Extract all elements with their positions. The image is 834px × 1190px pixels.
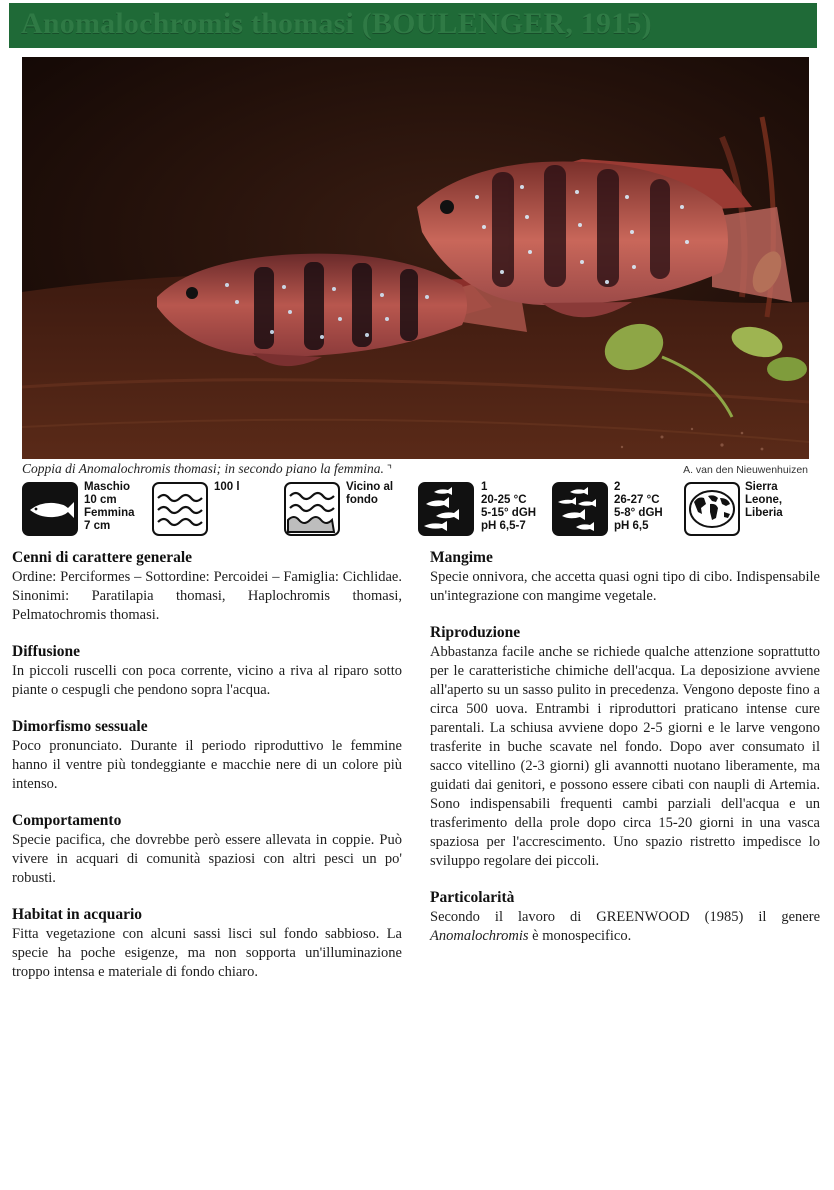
info-icon-strip <box>0 480 834 538</box>
water1-ph: pH 6,5-7 <box>481 520 526 532</box>
origin-line2: Leone, <box>745 494 783 506</box>
aquarium-volume-icon <box>152 482 208 536</box>
section-heading: Dimorfismo sessuale <box>12 718 148 735</box>
origin-line3: Liberia <box>745 507 783 519</box>
section-particularities <box>430 889 820 946</box>
left-column <box>12 549 402 996</box>
section-heading: Cenni di carattere generale <box>12 549 193 566</box>
water1-temperature: 20-25 °C <box>481 494 527 506</box>
section-heading: Mangime <box>430 549 493 566</box>
section-distribution <box>12 643 402 700</box>
section-heading: Habitat in acquario <box>12 906 143 923</box>
fish-photo-illustration <box>22 57 809 459</box>
size-info <box>84 481 135 533</box>
position-line1: Vicino al <box>346 481 394 493</box>
origin-info <box>745 481 783 520</box>
section-heading: Riproduzione <box>430 624 521 641</box>
section-general <box>12 549 402 625</box>
section-reproduction <box>430 624 820 871</box>
water2-index: 2 <box>614 481 621 493</box>
body-text: è monospecifico. <box>528 928 632 944</box>
water-conditions-1-icon <box>418 482 474 536</box>
section-body: Poco pronunciato. Durante il periodo riproduttivo le femmine hanno il ventre più tondeggiante e macchie nere di un colore più intenso. <box>12 738 402 792</box>
photo-credit: A. van den Nieuwenhuizen <box>683 464 808 476</box>
section-aquarium-habitat <box>12 906 402 982</box>
water2-temperature: 26-27 °C <box>614 494 660 506</box>
body-text: Secondo il lavoro di GREENWOOD (1985) il genere <box>430 909 820 925</box>
water1-index: 1 <box>481 481 488 493</box>
water-conditions-1-info <box>481 481 536 533</box>
water-conditions-2-icon <box>552 482 608 536</box>
section-heading: Comportamento <box>12 812 122 829</box>
volume-info <box>214 481 240 494</box>
title-bar <box>9 3 817 48</box>
section-food <box>430 549 820 606</box>
section-body: In piccoli ruscelli con poca corrente, vicino a riva al riparo sotto piante o cespugli che pendono sopra l'acqua. <box>12 663 402 698</box>
size-female-label: Femmina <box>84 507 135 519</box>
fish-size-icon <box>22 482 78 536</box>
section-behaviour <box>12 812 402 888</box>
size-female-value: 7 cm <box>84 520 111 532</box>
water-conditions-2-info <box>614 481 663 533</box>
fish-photo <box>22 57 809 459</box>
water2-hardness: 5-8° dGH <box>614 507 663 519</box>
caption-text: Coppia di Anomalochromis thomasi; in secondo piano la femmina. <box>22 461 384 476</box>
origin-line1: Sierra <box>745 481 778 493</box>
section-sexual-dimorphism <box>12 718 402 794</box>
section-heading: Diffusione <box>12 643 81 660</box>
size-male-value: 10 cm <box>84 494 117 506</box>
volume-value: 100 l <box>214 481 240 493</box>
section-body: Fitta vegetazione con alcuni sassi lisci sul fondo sabbioso. La specie ha poche esigenze, ma non sopporta un'illuminazione troppo intensa e materiale di fondo chiaro. <box>12 926 402 980</box>
genus-name: Anomalochromis <box>430 928 529 944</box>
page-title: Anomalochromis thomasi (BOULENGER, 1915) <box>21 7 652 40</box>
world-map-icon <box>684 482 740 536</box>
size-male-label: Maschio <box>84 481 131 493</box>
section-heading: Particolarità <box>430 889 515 906</box>
caption-mark: ⌝ <box>386 464 393 476</box>
section-body: Abbastanza facile anche se richiede qualche attenzione soprattutto per le caratteristiche chimiche dell'acqua. La deposizione avviene all'aperto su un sasso pulito in precedenza. Vengono deposte fino a circa 500 uova. Entrambi i riproduttori praticano intense cure parentali. La schiusa avviene dopo 2-5 giorni e le larve vengono trasferite in buche scavate nel fondo. Dopo aver consumato il sacco vitellino (2-3 giorni) gli avannotti nuotano liberamente, ma guidati dai genitori, e possono essere cibati con naupli di Artemia. Sono indispensabili frequenti cambi parziali dell'acqua e un trasferimento della prole dopo circa 15-20 giorni in una vasca spaziosa per l'accrescimento. Uno spazio ristretto impedisce lo sviluppo regolare dei piccoli. <box>430 644 820 869</box>
water1-hardness: 5-15° dGH <box>481 507 537 519</box>
section-body: Specie onnivora, che accetta quasi ogni tipo di cibo. Indispensabile un'integrazione con mangime vegetale. <box>430 569 820 604</box>
position-line2: fondo <box>346 494 378 506</box>
bottom-swimmer-icon <box>284 482 340 536</box>
right-column <box>430 549 820 959</box>
water2-ph: pH 6,5 <box>614 520 649 532</box>
position-info <box>346 481 393 507</box>
section-body: Ordine: Perciformes – Sottordine: Percoidei – Famiglia: Cichlidae. Sinonimi: Paratilapia thomasi, Haplochromis thomasi, Pelmatochromis thomasi. <box>12 569 402 623</box>
section-body <box>430 908 820 946</box>
photo-caption <box>22 461 392 477</box>
section-body: Specie pacifica, che dovrebbe però essere allevata in coppie. Può vivere in acquari di comunità spaziosi con altri pesci un po' robusti. <box>12 832 402 886</box>
